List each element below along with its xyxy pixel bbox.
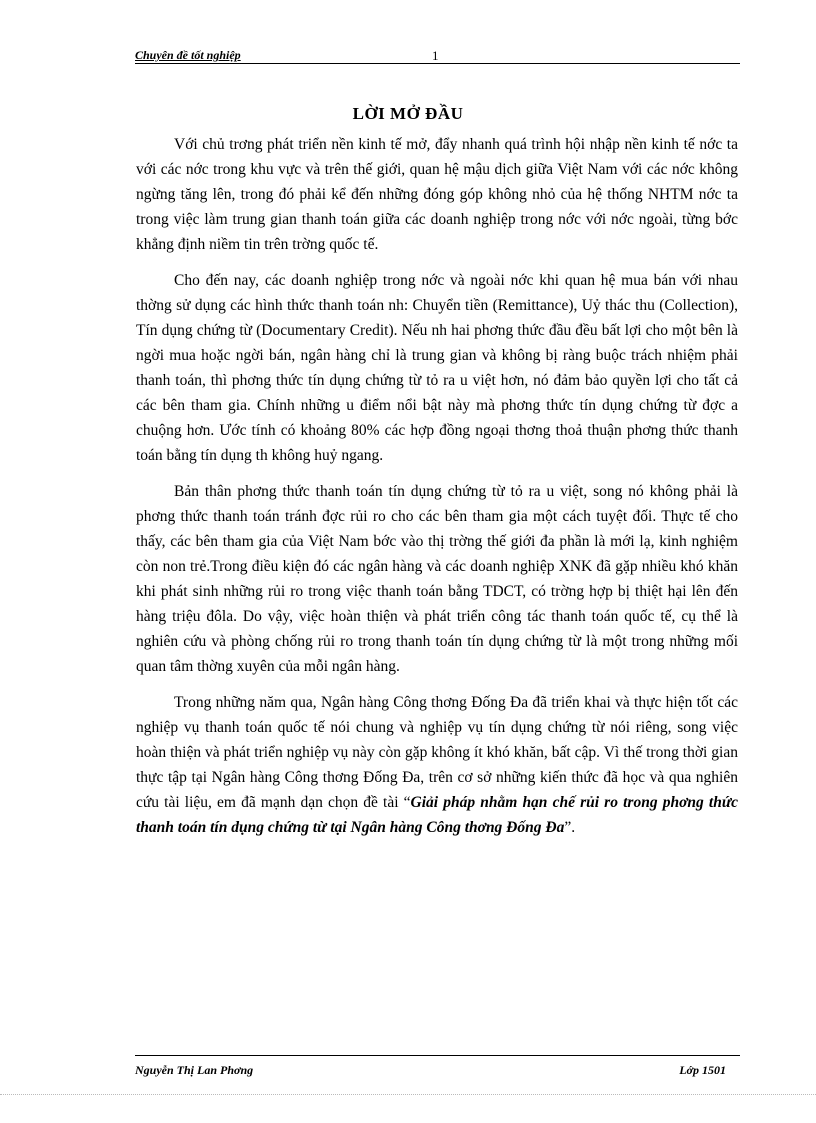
paragraph-4 [136, 690, 738, 840]
page-number: 1 [432, 48, 439, 63]
paragraph-3: Bản thân phơng thức thanh toán tín dụng chứng từ tỏ ra u việt, song nó không phải là phơng thức thanh toán tránh đợc rủi ro cho các bên tham gia một cách tuyệt đối. Thực tế cho thấy, các bên tham gia của Việt Nam bớc vào thị trờng thế giới đa phần là mới lạ, kinh nghiệm còn non trẻ.Trong điều kiện đó các ngân hàng và các doanh nghiệp XNK đã gặp nhiều khó khăn khi phát sinh những rủi ro trong việc thanh toán bằng TDCT, có trờng hợp bị thiệt hại lên đến hàng triệu đôla. Do vậy, việc hoàn thiện và phát triển công tác thanh toán quốc tế, cụ thể là nghiên cứu và phòng chống rủi ro trong thanh toán tín dụng chứng từ là một trong những mối quan tâm thờng xuyên của mỗi ngân hàng. [136, 483, 738, 675]
header-title: Chuyên đề tốt nghiệp [135, 48, 241, 62]
header-rule [135, 63, 740, 64]
footer-rule [135, 1055, 740, 1056]
page-bottom-border [0, 1094, 816, 1095]
page-header [135, 46, 740, 64]
paragraph-1: Với chủ trơng phát triển nền kinh tế mở, đẩy nhanh quá trình hội nhập nền kinh tế nớc ta với các nớc trong khu vực và trên thế giới, quan hệ mậu dịch giữa Việt Nam với các nớc không ngừng tăng lên, trong đó phải kể đến những đóng góp không nhỏ của hệ thống NHTM nớc ta trong việc làm trung gian thanh toán giữa các doanh nghiệp trong nớc với nớc ngoài, từng bớc khẳng định niềm tin trên trờng quốc tế. [136, 136, 738, 253]
document-title: LỜI MỞ ĐẦU [352, 104, 464, 123]
thesis-topic: Giải pháp nhằm hạn chế rủi ro trong phơng thức thanh toán tín dụng chứng từ tại Ngân hàng Công thơng Đống Đa [136, 794, 738, 836]
paragraph-4-text: Trong những năm qua, Ngân hàng Công thơng Đống Đa đã triển khai và thực hiện tốt các nghiệp vụ thanh toán quốc tế nói chung và nghiệp vụ tín dụng chứng từ nói riêng, song việc hoàn thiện và phát triển nghiệp vụ này còn gặp không ít khó khăn, bất cập. Vì thế trong thời gian thực tập tại Ngân hàng Công thơng Đống Đa, trên cơ sở những kiến thức đã học và qua nghiên cứu tài liệu, em đã mạnh dạn chọn đề tài “ [136, 694, 738, 811]
paragraph-2: Cho đến nay, các doanh nghiệp trong nớc và ngoài nớc khi quan hệ mua bán với nhau thờng sử dụng các hình thức thanh toán nh: Chuyển tiền (Remittance), Uỷ thác thu (Collection), Tín dụng chứng từ (Documentary Credit). Nếu nh hai phơng thức đầu đều bất lợi cho một bên là ngời mua hoặc ngời bán, ngân hàng chỉ là trung gian và không bị ràng buộc trách nhiệm phải thanh toán, thì phơng thức tín dụng chứng từ tỏ ra u việt hơn, nó đảm bảo quyền lợi cho tất cả các bên tham gia. Chính những u điểm nổi bật này mà phơng thức tín dụng chứng từ đợc a chuộng hơn. Ước tính có khoảng 80% các hợp đồng ngoại thơng thoả thuận phơng thức thanh toán bằng tín dụng th không huỷ ngang. [136, 272, 738, 464]
footer-author: Nguyễn Thị Lan Phơng [135, 1063, 254, 1077]
page-footer [135, 1055, 740, 1079]
document-body [136, 132, 738, 851]
footer-class: Lớp 1501 [679, 1063, 726, 1077]
paragraph-4-end: ”. [564, 819, 576, 836]
